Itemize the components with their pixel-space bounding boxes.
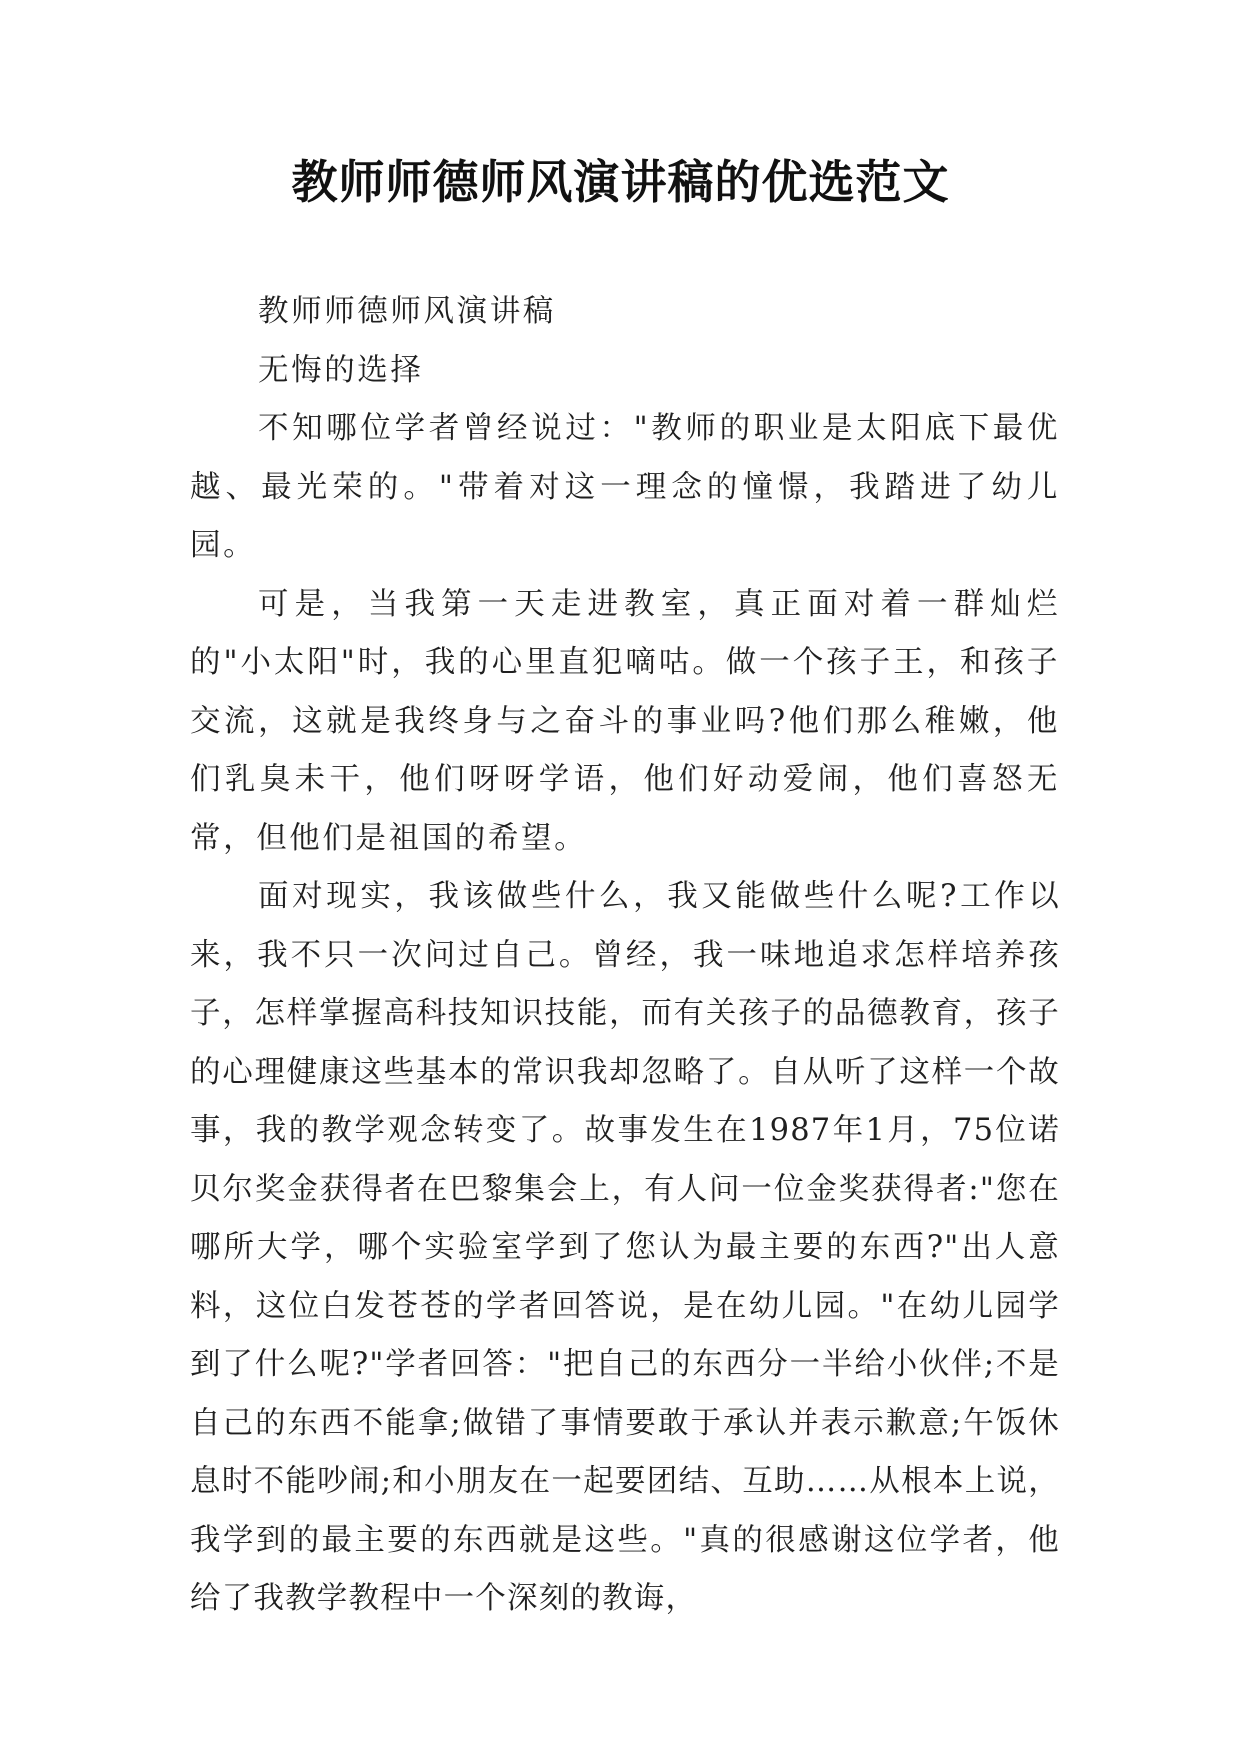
paragraph-speech-title: 教师师德师风演讲稿 (258, 294, 556, 329)
paragraph-nobel-story: 面对现实，我该做些什么，我又能做些什么呢?工作以来，我不只一次问过自己。曾经，我一味地追求怎样培养孩子，怎样掌握高科技知识技能，而有关孩子的品德教育，孩子的心理健康这些基本的常识我却忽略了。自从听了这样一个故事，我的教学观念转变了。故事发生在1987年1月，75位诺贝尔奖金获得者在巴黎集会上，有人问一位金奖获得者:"您在哪所大学，哪个实验室学到了您认为最主要的东西?"出人意料，这位白发苍苍的学者回答说，是在幼儿园。"在幼儿园学到了什么呢?"学者回答："把自己的东西分一半给小伙伴;不是自己的东西不能拿;做错了事情要敢于承认并表示歉意;午饭休息时不能吵闹;和小朋友在一起要团结、互助……从根本上说，我学到的最主要的东西就是这些。"真的很感谢这位学者，他给了我教学教程中一个深刻的教诲， (190, 879, 1060, 1616)
document-body (190, 283, 1060, 1629)
paragraph-first-day: 可是，当我第一天走进教室，真正面对着一群灿烂的"小太阳"时，我的心里直犯嘀咕。做一个孩子王，和孩子交流，这就是我终身与之奋斗的事业吗?他们那么稚嫩，他们乳臭未干，他们呀呀学语，他们好动爱闹，他们喜怒无常，但他们是祖国的希望。 (190, 586, 1060, 856)
paragraph-subtitle: 无悔的选择 (258, 352, 424, 388)
document-title: 教师师德师风演讲稿的优选范文 (291, 155, 950, 209)
paragraph-opening-quote: 不知哪位学者曾经说过："教师的职业是太阳底下最优越、最光荣的。"带着对这一理念的憧憬，我踏进了幼儿园。 (190, 411, 1060, 563)
